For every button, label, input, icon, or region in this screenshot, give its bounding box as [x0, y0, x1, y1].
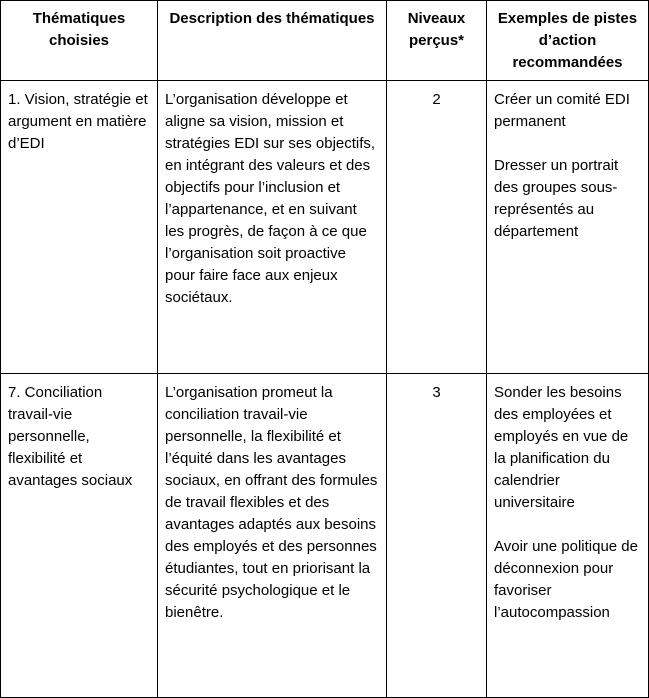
action-item: Créer un comité EDI permanent: [494, 91, 630, 130]
header-actions: Exemples de pistes d’action recommandées: [487, 1, 649, 81]
theme-cell: 7. Conciliation travail-vie personnelle, flexibilité et avantages sociaux: [1, 374, 158, 698]
theme-cell: 1. Vision, stratégie et argument en matière d’EDI: [1, 81, 158, 374]
action-item: Avoir une politique de déconnexion pour favoriser l’autocompassion: [494, 538, 638, 621]
level-cell: 2: [387, 81, 487, 374]
description-cell: L’organisation promeut la conciliation travail-vie personnelle, la flexibilité et l’équité dans les avantages sociaux, en offrant des formules de travail flexibles et des avantages adaptés aux besoins des employés et des personnes étudiantes, tout en priorisant la sécurité psychologique et le bienêtre.: [158, 374, 387, 698]
action-item: Sonder les besoins des employées et employés en vue de la planification du calendrier universitaire: [494, 384, 629, 511]
header-description: Description des thématiques: [158, 1, 387, 81]
header-themes: Thématiques choisies: [1, 1, 158, 81]
table-header-row: [1, 1, 649, 81]
table-row: [1, 81, 649, 374]
description-cell: L’organisation développe et aligne sa vision, mission et stratégies EDI sur ses objectifs, en intégrant des valeurs et des objectifs pour l’inclusion et l’appartenance, et en suivant les progrès, de façon à ce que l’organisation soit proactive pour faire face aux enjeux sociétaux.: [158, 81, 387, 374]
header-levels: Niveaux perçus*: [387, 1, 487, 81]
level-cell: 3: [387, 374, 487, 698]
actions-cell: [487, 81, 649, 374]
action-item: Dresser un portrait des groupes sous-représentés au département: [494, 157, 619, 240]
table-row: [1, 374, 649, 698]
actions-cell: [487, 374, 649, 698]
